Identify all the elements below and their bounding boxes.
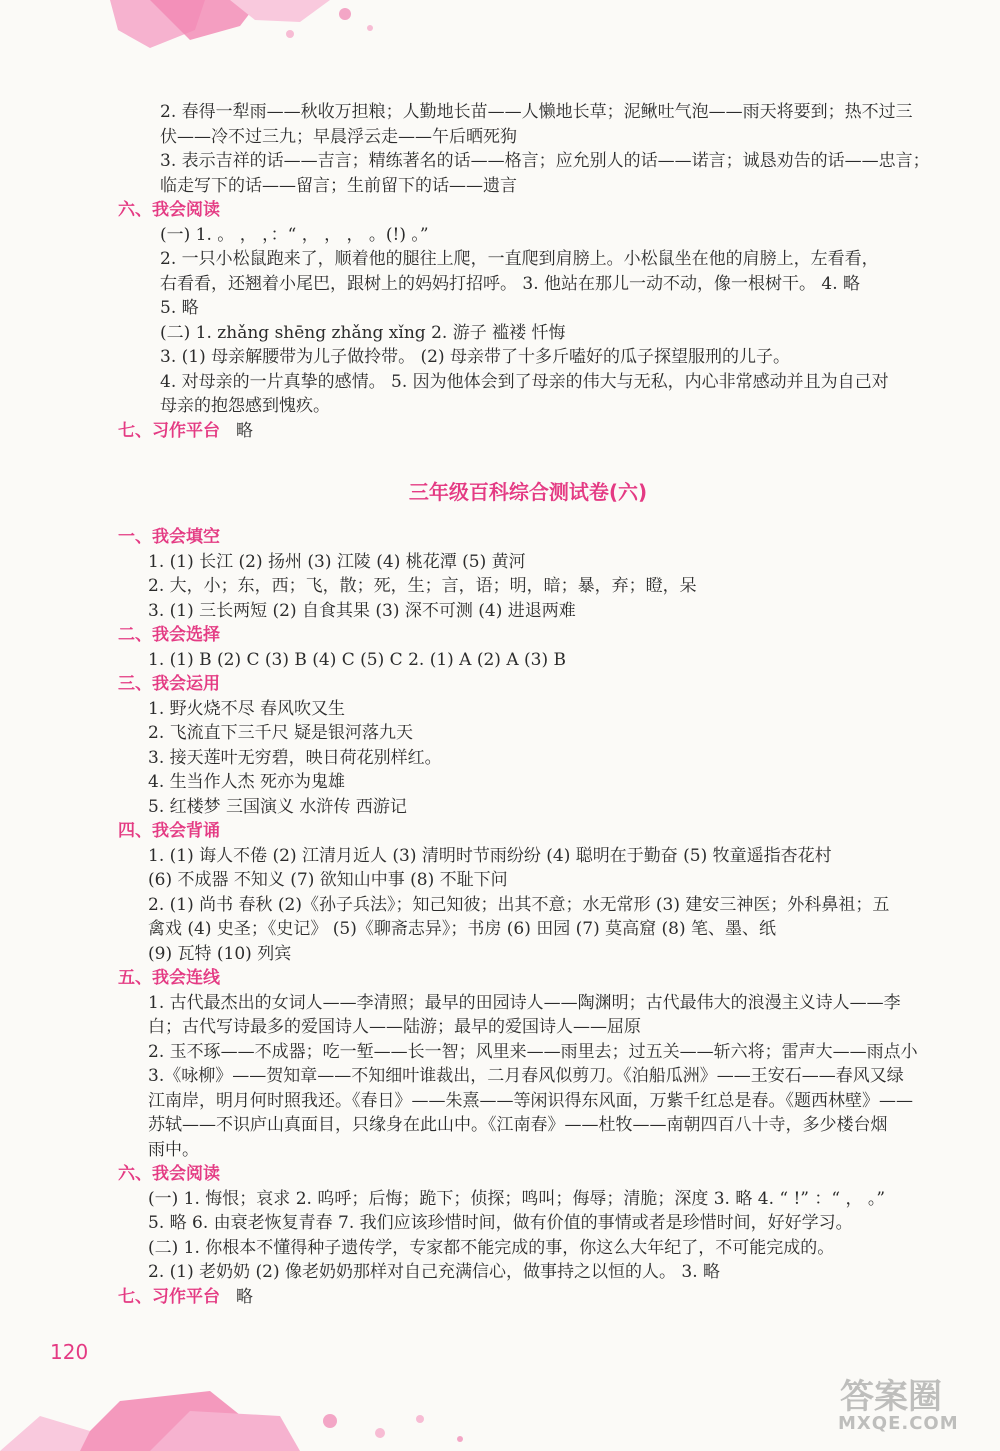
answer-line: 1. (1) 诲人不倦 (2) 江清月近人 (3) 清明时节雨纷纷 (4) 聪明在于勤奋 (5) 牧童遥指杏花村	[148, 845, 832, 866]
answer-line: (二) 1. 你根本不懂得种子遗传学，专家都不能完成的事，你这么大年纪了，不可能完成的。	[148, 1237, 835, 1258]
answer-line: 2. 玉不琢——不成器；吃一堑——长一智；风里来——雨里去；过五关——斩六将；雷声大——雨点小	[148, 1041, 918, 1062]
heading-label: 四、我会背诵	[118, 821, 220, 841]
answer-line: 2. 春得一犁雨——秋收万担粮；人勤地长苗——人懒地长草；泥鳅吐气泡——雨天将要到；热不过三	[160, 102, 913, 122]
answer-line: 2. (1) 尚书 春秋 (2)《孙子兵法》；知己知彼；出其不意；水无常形 (3) 建安三神医；外科鼻祖；五	[148, 894, 890, 915]
answer-line: (二) 1. zhǎng shēng zhǎng xǐng 2. 游子 褴褛 忏悔	[160, 322, 566, 343]
answer-line: 4. 对母亲的一片真挚的感情。 5. 因为他体会到了母亲的伟大与无私，内心非常感动并且为自己对	[160, 371, 889, 392]
answer-line: 江南岸，明月何时照我还。《春日》——朱熹——等闲识得东风面，万紫千红总是春。《题西林壁》——	[148, 1090, 913, 1111]
heading-label: 七、习作平台	[118, 1286, 220, 1307]
answer-line: 3. 表示吉祥的话——吉言；精练著名的话——格言；应允别人的话——诺言；诚恳劝告的话——忠言；	[160, 151, 930, 171]
section-heading	[118, 525, 938, 550]
answer-line: 母亲的抱怨感到愧疚。	[160, 396, 330, 416]
heading-label: 五、我会连线	[118, 968, 220, 988]
heading-answer: 略	[236, 1286, 253, 1307]
answer-line: 苏轼——不识庐山真面目，只缘身在此山中。《江南春》——杜牧——南朝四百八十寺，多少楼台烟	[148, 1115, 888, 1135]
answer-line: 5. 红楼梦 三国演义 水浒传 西游记	[148, 796, 407, 817]
answer-line: 3. (1) 三长两短 (2) 自食其果 (3) 深不可测 (4) 进退两难	[148, 600, 576, 621]
answer-line: 1. 古代最杰出的女词人——李清照；最早的田园诗人——陶渊明；古代最伟大的浪漫主义诗人——李	[148, 992, 901, 1013]
decorative-floral-top	[0, 0, 400, 70]
section-heading	[118, 672, 938, 697]
answer-line: 右看看，还翘着小尾巴，跟树上的妈妈打招呼。 3. 他站在那儿一动不动，像一根树干。 4. 略	[160, 273, 861, 294]
previous-answers-continued	[118, 100, 938, 443]
answer-line: 2. 大，小；东，西；飞，散；死，生；言，语；明，暗；暴，弃；瞪，呆	[148, 576, 697, 596]
heading-label: 一、我会填空	[118, 527, 220, 547]
answer-line: 雨中。	[148, 1139, 199, 1160]
answer-line: 1. (1) B (2) C (3) B (4) C (5) C 2. (1) A (2) A (3) B	[148, 649, 567, 670]
answer-line: 2. (1) 老奶奶 (2) 像老奶奶那样对自己充满信心，做事持之以恒的人。 3. 略	[148, 1262, 721, 1282]
answer-line: 1. 野火烧不尽 春风吹又生	[148, 698, 346, 719]
answer-line: 5. 略	[160, 298, 199, 318]
heading-answer: 略	[236, 420, 253, 441]
answer-line: 禽戏 (4) 史圣；《史记》 (5)《聊斋志异》；书房 (6) 田园 (7) 莫高窟 (8) 笔、墨、纸	[148, 919, 777, 939]
answer-line: 2. 飞流直下三千尺 疑是银河落九天	[148, 723, 414, 743]
answer-page-content	[118, 100, 938, 1309]
decorative-floral-bottom	[0, 1361, 560, 1451]
watermark-logo	[830, 1369, 980, 1439]
section-heading-writing	[118, 419, 938, 444]
answer-line: 2. 一只小松鼠跑来了，顺着他的腿往上爬，一直爬到肩膀上。小松鼠坐在他的肩膀上，左看看，	[160, 249, 879, 269]
answer-line: 4. 生当作人杰 死亦为鬼雄	[148, 772, 346, 792]
heading-label: 二、我会选择	[118, 625, 220, 645]
test-answer-sections	[118, 525, 938, 1309]
answer-line: (一) 1. 悔恨；哀求 2. 呜呼；后悔；跪下；侦探；鸣叫；侮辱；清脆；深度 3. 略 4. “ !” ：“ ， 。”	[148, 1188, 886, 1209]
section-heading	[118, 966, 938, 991]
watermark-text: 答案圈	[840, 1377, 942, 1417]
section-heading	[118, 623, 938, 648]
section-heading	[118, 1162, 938, 1187]
answer-line: 3. (1) 母亲解腰带为儿子做拎带。 (2) 母亲带了十多斤嗑好的瓜子探望服刑的儿子。	[160, 347, 790, 367]
test-title: 三年级百科综合测试卷(六)	[408, 480, 648, 504]
answer-line: 5. 略 6. 由衰老恢复青春 7. 我们应该珍惜时间，做有价值的事情或者是珍惜时间，好好学习。	[148, 1213, 853, 1233]
watermark-url: MXQE.COM	[838, 1413, 959, 1434]
answer-line: 3.《咏柳》——贺知章——不知细叶谁裁出，二月春风似剪刀。《泊船瓜洲》——王安石——春风又绿	[148, 1066, 904, 1086]
heading-label: 三、我会运用	[118, 674, 220, 694]
answer-line: (6) 不成器 不知义 (7) 欲知山中事 (8) 不耻下问	[148, 870, 508, 890]
heading-label: 七、习作平台	[118, 420, 220, 441]
heading-label: 六、我会阅读	[118, 1164, 220, 1184]
answer-line: 1. (1) 长江 (2) 扬州 (3) 江陵 (4) 桃花潭 (5) 黄河	[148, 551, 526, 572]
section-heading	[118, 1285, 938, 1310]
answer-line: 3. 接天莲叶无穷碧，映日荷花别样红。	[148, 747, 442, 768]
answer-line: 白；古代写诗最多的爱国诗人——陆游；最早的爱国诗人——屈原	[148, 1017, 641, 1037]
answer-line: (9) 瓦特 (10) 列宾	[148, 943, 292, 964]
section-heading-reading: 六、我会阅读	[118, 200, 220, 220]
section-heading	[118, 819, 938, 844]
answer-line: (一) 1. 。 ， ，：“ ， ， ， 。(!) 。”	[160, 224, 429, 245]
page-number: 120	[50, 1340, 89, 1364]
answer-line: 临走写下的话——留言；生前留下的话——遗言	[160, 175, 517, 196]
answer-line: 伏——冷不过三九；早晨浮云走——午后晒死狗	[160, 126, 517, 147]
